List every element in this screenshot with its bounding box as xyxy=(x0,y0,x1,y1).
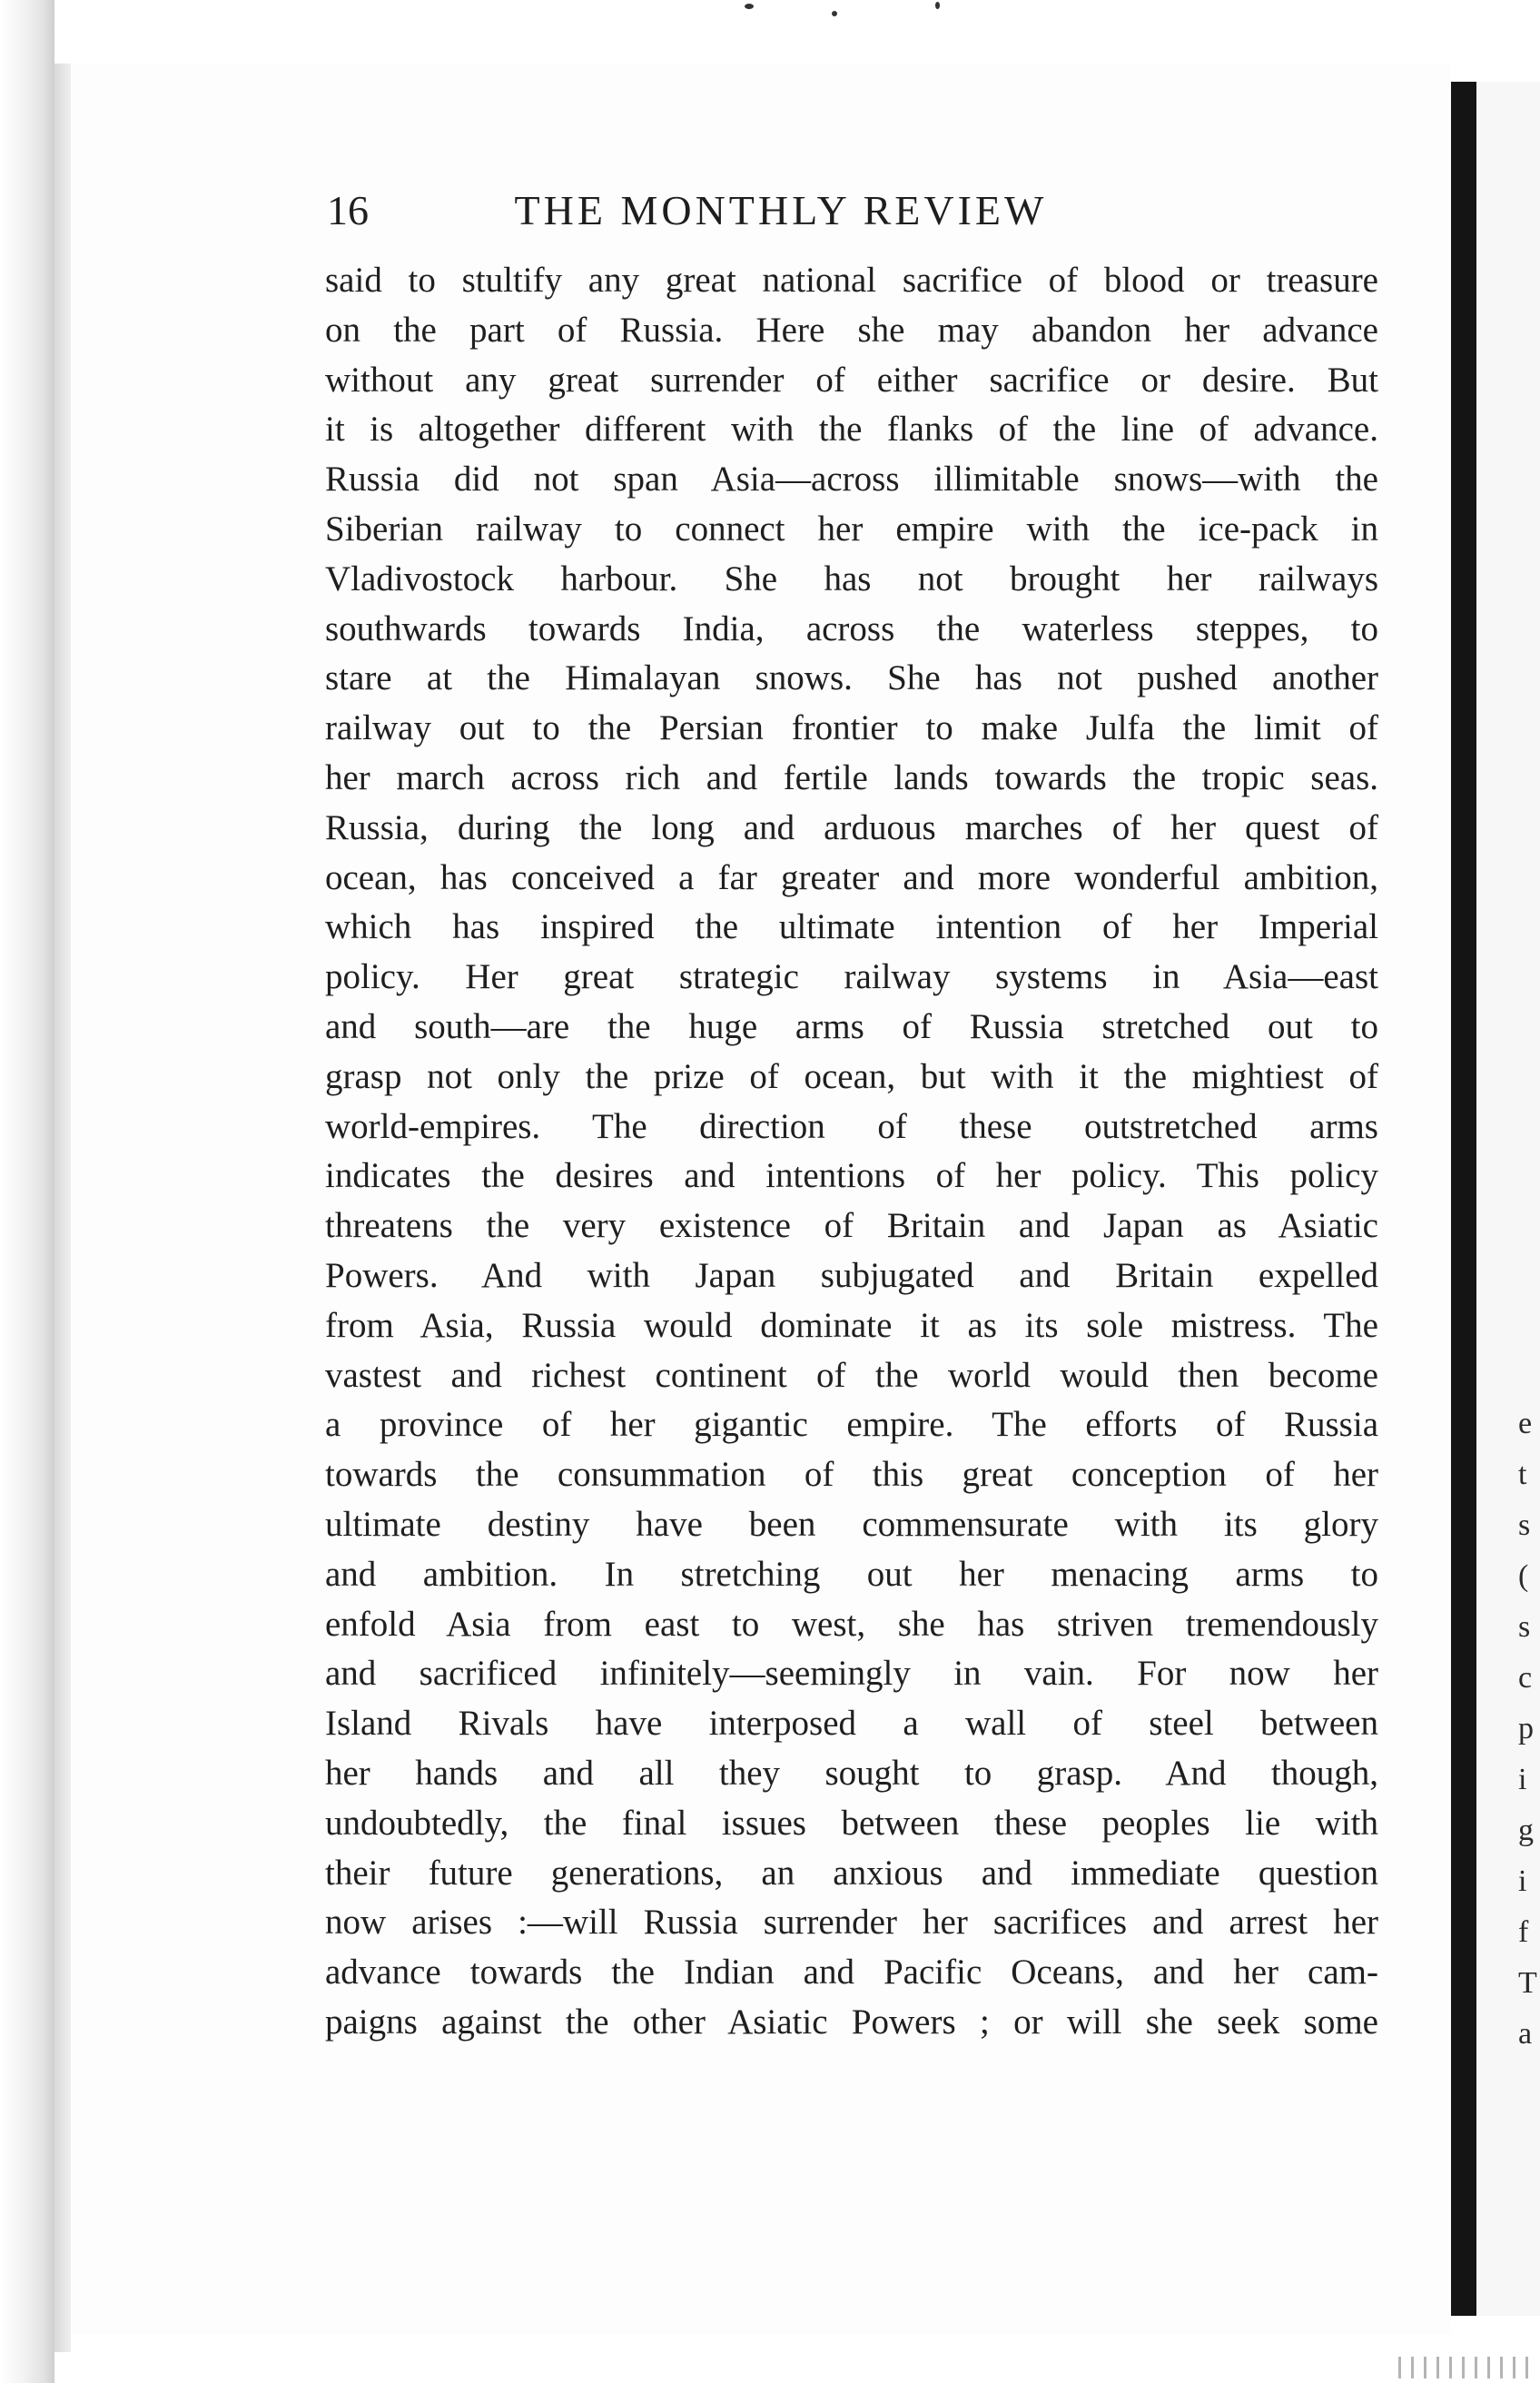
running-title: THE MONTHLY REVIEW xyxy=(514,187,1048,233)
text-line: vastest and richest continent of the world would then become xyxy=(325,1355,1378,1395)
adjacent-page-letter: s xyxy=(1518,1508,1531,1542)
scan-specks xyxy=(745,0,1017,27)
page-gutter xyxy=(54,64,71,2352)
text-line: grasp not only the prize of ocean, but with it the mightiest of xyxy=(325,1056,1378,1096)
text-line: a province of her gigantic empire. The efforts of Russia xyxy=(325,1405,1378,1445)
text-line: ultimate destiny have been commensurate with its glory xyxy=(325,1504,1378,1544)
adjacent-page-letter: i xyxy=(1518,1763,1527,1796)
text-line: without any great surrender of either sacrifice or desire. But xyxy=(325,360,1378,400)
text-line: southwards towards India, across the waterless steppes, to xyxy=(325,608,1378,648)
adjacent-page-letter: p xyxy=(1518,1712,1534,1745)
text-line: her march across rich and fertile lands towards the tropic seas. xyxy=(325,757,1378,797)
adjacent-page-letter: ( xyxy=(1518,1559,1529,1593)
text-line: their future generations, an anxious and immediate question xyxy=(325,1853,1378,1893)
text-line: now arises :—will Russia surrender her sacrifices and arrest her xyxy=(325,1903,1378,1943)
text-line: which has inspired the ultimate intention of her Imperial xyxy=(325,907,1378,947)
text-line: Russia did not span Asia—across illimitable snows—with the xyxy=(325,460,1378,499)
text-line: Island Rivals have interposed a wall of steel between xyxy=(325,1704,1378,1744)
text-line: Powers. And with Japan subjugated and Britain expelled xyxy=(325,1255,1378,1295)
text-line: her hands and all they sought to grasp. And though, xyxy=(325,1753,1378,1793)
text-line: and south—are the huge arms of Russia stretched out to xyxy=(325,1006,1378,1046)
text-line: threatens the very existence of Britain and Japan as Asiatic xyxy=(325,1206,1378,1246)
text-line: ocean, has conceived a far greater and more wonderful ambition, xyxy=(325,857,1378,897)
scan-edge-marks xyxy=(1398,2357,1535,2378)
scan-left-edge xyxy=(0,0,54,2383)
text-line: enfold Asia from east to west, she has striven tremendously xyxy=(325,1604,1378,1644)
adjacent-page-letter: f xyxy=(1518,1915,1529,1949)
text-line: indicates the desires and intentions of her policy. This policy xyxy=(325,1156,1378,1196)
adjacent-page-letter: a xyxy=(1518,2017,1533,2051)
adjacent-page-letter: T xyxy=(1518,1966,1537,2000)
page-number: 16 xyxy=(327,187,369,233)
adjacent-page-letter: g xyxy=(1518,1814,1534,1847)
text-line: policy. Her great strategic railway systems in Asia—east xyxy=(325,957,1378,997)
adjacent-page-letter: i xyxy=(1518,1864,1527,1898)
text-line: and ambition. In stretching out her menacing arms to xyxy=(325,1554,1378,1594)
text-line: and sacrificed infinitely—seemingly in vain. For now her xyxy=(325,1654,1378,1694)
text-line: advance towards the Indian and Pacific Oceans, and her cam- xyxy=(325,1953,1378,1992)
text-line: it is altogether different with the flanks of the line of advance. xyxy=(325,410,1378,450)
adjacent-page-letter: e xyxy=(1518,1407,1533,1440)
binding-shadow xyxy=(1451,82,1476,2316)
text-line: Vladivostock harbour. She has not brought her railways xyxy=(325,559,1378,598)
text-line: Russia, during the long and arduous marches of her quest of xyxy=(325,807,1378,847)
adjacent-page-letter: c xyxy=(1518,1661,1533,1695)
text-line: from Asia, Russia would dominate it as its sole mistress. The xyxy=(325,1305,1378,1345)
body-paragraph xyxy=(325,256,1378,2048)
text-line: said to stultify any great national sacrifice of blood or treasure xyxy=(325,261,1378,300)
text-line: on the part of Russia. Here she may abandon her advance xyxy=(325,310,1378,350)
text-line: world-empires. The direction of these outstretched arms xyxy=(325,1106,1378,1146)
adjacent-page-letter: s xyxy=(1518,1610,1531,1644)
adjacent-page-letters xyxy=(1518,1399,1540,2060)
text-line: paigns against the other Asiatic Powers ; or will she seek some xyxy=(325,2002,1378,2042)
text-line: Siberian railway to connect her empire with the ice-pack in xyxy=(325,509,1378,549)
text-line: towards the consummation of this great conception of her xyxy=(325,1455,1378,1495)
text-line: undoubtedly, the final issues between these peoples lie with xyxy=(325,1803,1378,1843)
text-line: stare at the Himalayan snows. She has not pushed another xyxy=(325,658,1378,698)
text-line: railway out to the Persian frontier to make Julfa the limit of xyxy=(325,708,1378,748)
adjacent-page-letter: t xyxy=(1518,1458,1527,1491)
